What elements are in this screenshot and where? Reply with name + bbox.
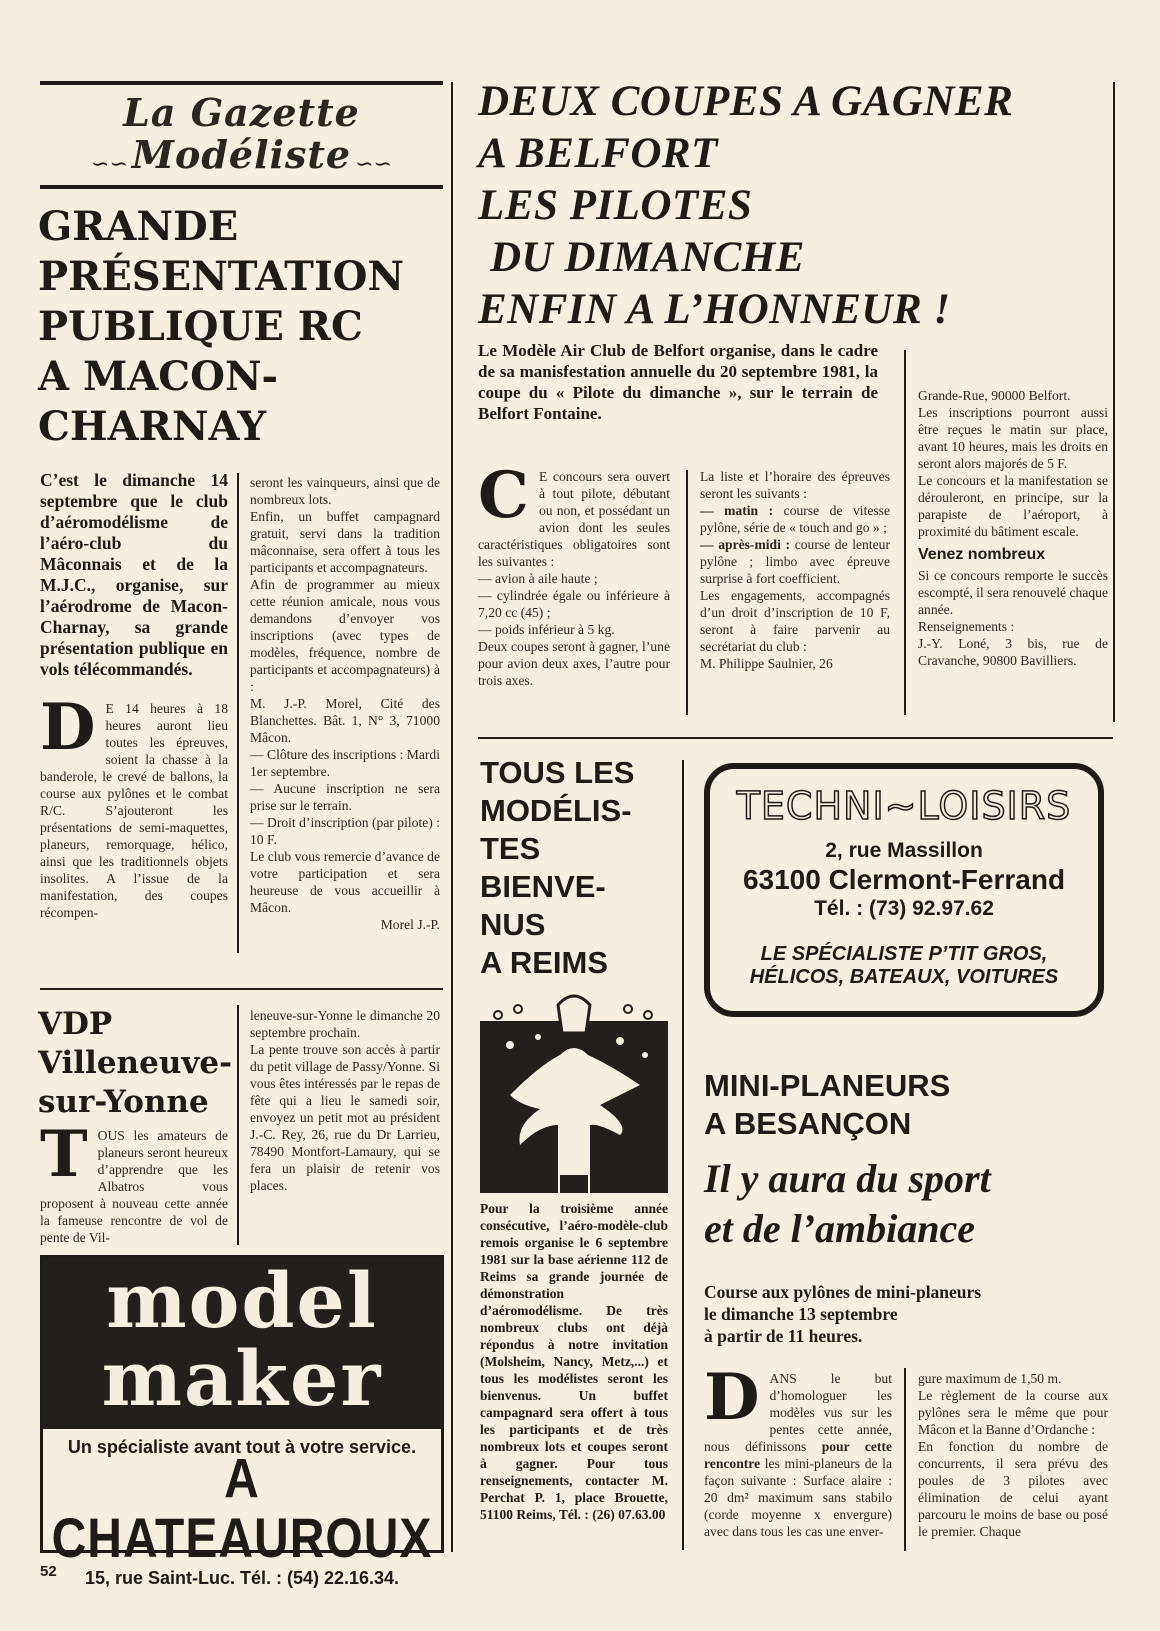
besancon-dropcap: D bbox=[704, 1360, 760, 1435]
belfort-col2 bbox=[700, 468, 890, 672]
besancon-col2 bbox=[918, 1370, 1108, 1540]
belfort-paragraph: La liste et l’horaire des épreuves seront les suivants : bbox=[700, 469, 890, 501]
belfort-title-line: LES PILOTES bbox=[478, 182, 753, 229]
besancon-subtitle bbox=[704, 1154, 1104, 1254]
main-column-divider bbox=[451, 82, 453, 1552]
belfort-aprem-label: — après-midi : bbox=[700, 537, 791, 552]
belfort-aprem-text: course de lenteur pylône ; limbo avec épreuve surprise à fort coefficient. bbox=[700, 537, 890, 586]
belfort-paragraph: Grande-Rue, 90000 Belfort. bbox=[918, 388, 1071, 403]
modelmaker-logo-line1: model bbox=[106, 1256, 378, 1345]
belfort-dropcap: C bbox=[478, 458, 529, 533]
belfort-paragraph: Les inscriptions pourront aussi être reçues le matin sur place, avant 10 heures, mais les droits en seront alors majorés de 5 F. bbox=[918, 405, 1108, 471]
belfort-paragraph: Le concours et la manifestation se dérouleront, en principe, sur la parapiste de l’aéroport, à proximité du bâtiment escale. bbox=[918, 473, 1108, 539]
belfort-paragraph: Deux coupes seront à gagner, l’une pour avion deux axes, l’autre pour trois axes. bbox=[478, 639, 670, 688]
besancon-title-line: MINI-PLANEURS bbox=[704, 1068, 951, 1103]
vdp-col2 bbox=[250, 1007, 440, 1194]
macon-address: M. J.-P. Morel, Cité des Blanchettes. Bât. 1, N° 3, 71000 Mâcon. bbox=[250, 696, 440, 745]
belfort-schedule-morning bbox=[700, 502, 890, 536]
belfort-col3 bbox=[918, 387, 1108, 669]
modelmaker-city: A CHATEAUROUX bbox=[51, 1449, 433, 1570]
vdp-title-line: sur-Yonne bbox=[38, 1084, 209, 1120]
vdp-col1 bbox=[40, 1117, 228, 1246]
besancon-title-line: A BESANÇON bbox=[704, 1106, 912, 1141]
belfort-requirement: — poids inférieur à 5 kg. bbox=[478, 622, 615, 637]
besancon-col1-text-b: les mini-planeurs de la façon suivante : Surface alaire : 20 dm² maximum sans stabilo (corde moyenne x envergure) avec dans tous les cas une enver- bbox=[704, 1456, 892, 1539]
belfort-title-line: DEUX COUPES A GAGNER bbox=[478, 78, 1014, 125]
ornament-left-icon: ∽∽ bbox=[91, 151, 128, 177]
macon-title-line: CHARNAY bbox=[38, 403, 267, 450]
macon-title bbox=[38, 202, 448, 452]
besancon-col1 bbox=[704, 1360, 892, 1540]
macon-signature: Morel J.-P. bbox=[380, 917, 440, 932]
belfort-divider-2 bbox=[904, 350, 906, 715]
masthead-title-line1: La Gazette bbox=[123, 90, 360, 135]
techni-loisirs-ad[interactable] bbox=[704, 763, 1104, 1017]
macon-title-line: A MACON- bbox=[38, 353, 279, 400]
techni-logo: TECHNI~LOISIRS bbox=[736, 784, 1072, 828]
belfort-requirement: — cylindrée égale ou inférieure à 7,20 cc (45) ; bbox=[478, 588, 670, 620]
macon-rule-item: — Clôture des inscriptions : Mardi 1er septembre. bbox=[250, 747, 440, 779]
besancon-paragraph: Le règlement de la course aux pylônes sera le même que pour Mâcon et la Banne d’Ordanche : bbox=[918, 1388, 1108, 1437]
macon-rule-item: — Droit d’inscription (par pilote) : 10 F. bbox=[250, 815, 440, 847]
belfort-schedule-afternoon bbox=[700, 536, 890, 587]
reims-title-line: TOUS LES bbox=[480, 755, 635, 790]
besancon-lead-line: le dimanche 13 septembre bbox=[704, 1304, 898, 1324]
macon-column-divider bbox=[237, 473, 239, 953]
reims-body: Pour la troisième année consécutive, l’aéro-modèle-club remois organise le 6 septembre 1981 sur la base aérienne 112 de Reims sa grande journée de démonstration d’aéromodélisme. De très nombreux clubs ont déjà répondus à notre invitation (Molsheim, Nancy, Metz,...) et tous les modélistes seront les bienvenus. Un buffet campagnard sera offert à tous les participants et de très nombreux lots et coupes seront à gagner. Pour tous renseignements, contacter M. Perchat P. 1, place Brouette, 51100 Reims, Tél. : (26) 07.63.00 bbox=[480, 1201, 668, 1522]
masthead-rule-bottom bbox=[40, 185, 443, 189]
vdp-dropcap: T bbox=[40, 1117, 88, 1192]
besancon-paragraph: gure maximum de 1,50 m. bbox=[918, 1371, 1062, 1386]
besancon-subtitle-line: et de l’ambiance bbox=[704, 1206, 976, 1251]
besancon-title bbox=[704, 1067, 1104, 1143]
vdp-title bbox=[38, 1005, 238, 1122]
belfort-lead: Le Modèle Air Club de Belfort organise, dans le cadre de sa manisfestation annuelle du 20 septembre 1981, la coupe du « Pilote du dimanche », sur le terrain de Belfort Fontaine. bbox=[478, 341, 878, 423]
macon-title-line: PUBLIQUE RC bbox=[38, 303, 363, 350]
belfort-requirement: — avion à aile haute ; bbox=[478, 571, 598, 586]
belfort-paragraph: Les engagements, accompagnés d’un droit d’inscription de 10 F, seront à faire parvenir au secrétariat du club : bbox=[700, 588, 890, 654]
ornament-right-icon: ∽∽ bbox=[355, 151, 392, 177]
section-divider-right bbox=[478, 737, 1113, 739]
vdp-paragraph: La pente trouve son accès à partir du petit village de Passy/Yonne. Si vous êtes intéressés par le repas de fête qui a lieu le samedi soir, envoyez un petit mot au président J.-C. Rey, 26, rue du Dr Larrieu, 78490 Montfort-Lamaury, qui se fera un plaisir de retenir vos places. bbox=[250, 1042, 440, 1193]
vdp-col1-body: OUS les amateurs de planeurs seront heureux d’apprendre que les Albatros vous proposent à nouveau cette année la fameuse rencontre de vol de pente de Vil- bbox=[40, 1128, 228, 1245]
macon-paragraph: seront les vainqueurs, ainsi que de nombreux lots. bbox=[250, 475, 440, 507]
macon-lead: C’est le dimanche 14 septembre que le club d’aéromodélisme de l’aéro-club du Mâconnais et de la M.J.C., organise, sur l’aérodrome de Macon-Charnay, sa grande présentation publique en vols télécommandés. bbox=[40, 470, 228, 679]
modelmaker-logo-line2: maker bbox=[101, 1334, 383, 1423]
belfort-address: M. Philippe Saulnier, 26 bbox=[700, 656, 833, 671]
besancon-lead-line: Course aux pylônes de mini-planeurs bbox=[704, 1282, 982, 1302]
belfort-col1 bbox=[478, 458, 670, 689]
section-divider-left bbox=[40, 988, 443, 990]
besancon-col1-text-a: ANS le but d’homologuer les modèles vus sur les pentes cette année, nous définissons bbox=[704, 1371, 892, 1454]
vdp-column-divider bbox=[237, 1005, 239, 1245]
reims-title bbox=[480, 754, 680, 982]
modelmaker-logo-block bbox=[43, 1258, 441, 1429]
belfort-title-line: ENFIN A L’HONNEUR ! bbox=[478, 286, 951, 333]
modelmaker-address: 15, rue Saint-Luc. Tél. : (54) 22.16.34. bbox=[84, 1568, 400, 1588]
belfort-title-line: DU DIMANCHE bbox=[490, 234, 805, 281]
reims-title-line: TES bbox=[480, 831, 541, 866]
belfort-matin-label: — matin : bbox=[700, 503, 774, 518]
page-number: 52 bbox=[40, 1563, 57, 1580]
reims-title-line: MODÉLIS- bbox=[480, 793, 632, 828]
macon-dropcap: D bbox=[40, 690, 96, 765]
macon-title-line: PRÉSENTATION bbox=[38, 253, 405, 300]
macon-title-line: GRANDE bbox=[38, 203, 239, 250]
champagne-illustration bbox=[480, 985, 668, 1193]
macon-col1-body: E 14 heures à 18 heures auront lieu toutes les épreuves, soient la chasse à la banderole, le crevé de ballons, la course aux pylônes et le combat R/C. S’ajouteront les présentations de semi-maquettes, planeurs, remorquage, hélico, ainsi que les traditionnels objets insolites. A l’issue de la manifestation, des coupes récompen- bbox=[40, 701, 228, 920]
macon-paragraph: Le club vous remercie d’avance de votre participation et sera heureuse de vous accueillir à Mâcon. bbox=[250, 849, 440, 915]
besancon-paragraph: En fonction du nombre de concurrents, il sera prévu des poules de 3 pilotes avec élimination de celui ayant parcouru le moins de base ou posé le premier. Chaque bbox=[918, 1439, 1108, 1539]
techni-phone: Tél. : (73) 92.97.62 bbox=[814, 897, 994, 920]
techni-street: 2, rue Massillon bbox=[825, 839, 983, 862]
masthead-line2-wrap bbox=[40, 134, 443, 177]
masthead-title-line2: Modéliste bbox=[131, 132, 352, 177]
belfort-divider-1 bbox=[686, 470, 688, 715]
macon-col1-body-wrap bbox=[40, 690, 228, 921]
besancon-lead-line: à partir de 11 heures. bbox=[704, 1326, 863, 1346]
belfort-subhead: Venez nombreux bbox=[918, 546, 1046, 563]
champagne-bottle-icon bbox=[480, 985, 668, 1193]
belfort-col1-body: E concours sera ouvert à tout pilote, débutant ou non, et possédant un avion dont les seules caractéristiques obligatoires sont les suivantes : bbox=[478, 469, 670, 569]
belfort-right-border bbox=[1113, 82, 1115, 722]
besancon-divider bbox=[904, 1368, 906, 1551]
belfort-title-line: A BELFORT bbox=[478, 130, 718, 177]
besancon-lead bbox=[704, 1281, 1104, 1347]
techni-slogan-line2: HÉLICOS, BATEAUX, VOITURES bbox=[749, 966, 1059, 988]
modelmaker-tagline: Un spécialiste avant tout à votre service. bbox=[67, 1437, 417, 1457]
macon-paragraph: Afin de programmer au mieux cette réunion amicale, nous vous demandons d’envoyer vos inscriptions (avec types de modèles, fréquence, nombre de participants et accompagnateurs) à : bbox=[250, 577, 440, 694]
reims-title-line: NUS bbox=[480, 907, 546, 942]
vdp-title-line: Villeneuve- bbox=[38, 1045, 232, 1081]
reims-divider bbox=[682, 760, 684, 1550]
belfort-paragraph: Si ce concours remporte le succès escompté, il sera renouvelé chaque année. bbox=[918, 568, 1108, 617]
reims-title-line: A REIMS bbox=[480, 945, 609, 980]
macon-rule-item: — Aucune inscription ne sera prise sur le terrain. bbox=[250, 781, 440, 813]
macon-col2 bbox=[250, 474, 440, 933]
vdp-paragraph: leneuve-sur-Yonne le dimanche 20 septembre prochain. bbox=[250, 1008, 440, 1040]
belfort-title bbox=[478, 76, 1108, 336]
macon-paragraph: Enfin, un buffet campagnard gratuit, servi dans la tradition mâconnaise, sera offert à tous les participants et accompagnateurs. bbox=[250, 509, 440, 575]
belfort-contact: J.-Y. Loné, 3 bis, rue de Cravanche, 90800 Bavilliers. bbox=[918, 636, 1108, 668]
vdp-title-line: VDP bbox=[38, 1006, 113, 1042]
reims-title-line: BIENVE- bbox=[480, 869, 606, 904]
techni-city: 63100 Clermont-Ferrand bbox=[742, 864, 1066, 895]
masthead-rule-top bbox=[40, 81, 443, 85]
macon-col1 bbox=[40, 470, 228, 921]
techni-slogan-line1: LE SPÉCIALISTE P’TIT GROS, bbox=[760, 943, 1048, 965]
besancon-subtitle-line: Il y aura du sport bbox=[704, 1156, 991, 1201]
belfort-matin-text: course de vitesse pylône, série de « touch and go » ; bbox=[700, 503, 890, 535]
belfort-paragraph: Renseignements : bbox=[918, 619, 1015, 634]
besancon-col1-bold: pour cette rencontre bbox=[704, 1439, 892, 1471]
